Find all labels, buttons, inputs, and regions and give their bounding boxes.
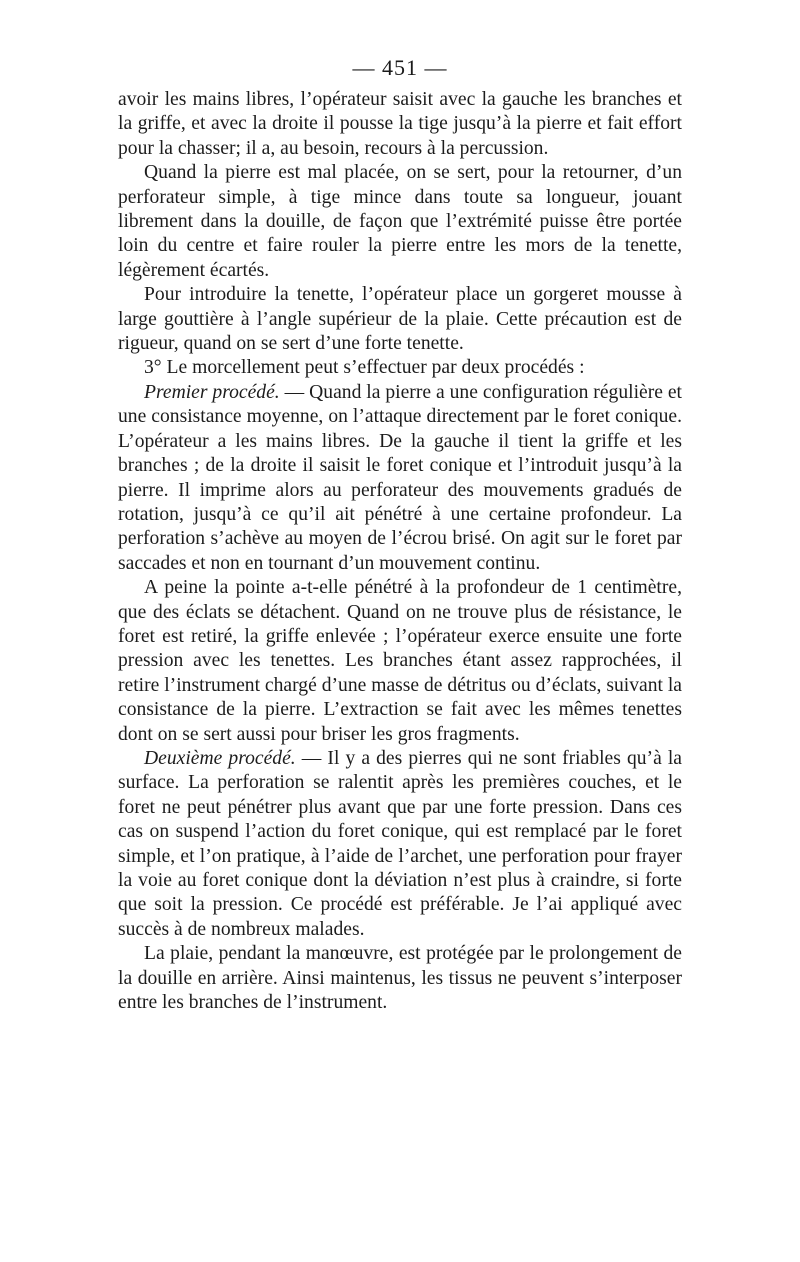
paragraph-text: A peine la pointe a-t-elle pénétré à la profondeur de 1 centimètre, que des éclats se détachent. Quand on ne trouve plus de résistance, le foret est retiré, la griffe enlevée ; l’opérateur exerce ensuite une forte pression avec les tenettes. Les branches étant assez rapprochées, il retire l’instrument chargé d’une masse de détritus ou d’éclats, suivant la consistance de la pierre. L’extraction se fait avec les mêmes tenettes dont on se sert aussi pour briser les gros fragments.: [118, 577, 682, 745]
paragraph: [118, 747, 682, 942]
paragraph: [118, 381, 682, 576]
paragraph-text: Quand la pierre est mal placée, on se sert, pour la retourner, d’un perforateur simple, à tige mince dans toute sa longueur, jouant librement dans la douille, de façon que l’extrémité puisse être portée loin du centre et faire rouler la pierre entre les mors de la tenette, légèrement écartés.: [118, 162, 682, 281]
paragraph-text: 3° Le morcellement peut s’effectuer par deux procédés :: [144, 357, 585, 379]
page-number: — 451 —: [352, 55, 448, 80]
procedure-heading: Premier procédé.: [144, 381, 280, 403]
paragraph: [118, 283, 682, 356]
paragraph-text: Pour introduire la tenette, l’opérateur place un gorgeret mousse à large gouttière à l’angle supérieur de la plaie. Cette précaution est de rigueur, quand on se sert d’une forte tenette.: [118, 284, 682, 355]
paragraph-text: avoir les mains libres, l’opérateur saisit avec la gauche les branches et la griffe, et avec la droite il pousse la tige jusqu’à la pierre et fait effort pour la chasser; il a, au besoin, recours à la percussion.: [118, 89, 682, 159]
paragraph: [118, 942, 682, 1015]
paragraph: [118, 88, 682, 161]
procedure-heading: Deuxième procédé.: [144, 747, 296, 769]
paragraph-text: — Il y a des pierres qui ne sont friables qu’à la surface. La perforation se ralentit après les premières couches, et le foret ne peut pénétrer plus avant que par une forte pression. Dans ces cas on suspend l’action du foret conique, qui est remplacé par le foret simple, et l’on pratique, à l’aide de l’archet, une perforation pour frayer la voie au foret conique dont la déviation n’est plus à craindre, si forte que soit la pression. Ce procédé est préférable. Je l’ai appliqué avec succès à de nombreux malades.: [118, 747, 682, 940]
paragraph: [118, 576, 682, 747]
body-text: [118, 88, 682, 1015]
paragraph-text: La plaie, pendant la manœuvre, est protégée par le prolongement de la douille en arrière. Ainsi maintenus, les tissus ne peuvent s’interposer entre les branches de l’instrument.: [118, 943, 682, 1014]
paragraph: [118, 356, 682, 380]
paragraph-text: — Quand la pierre a une configuration régulière et une consistance moyenne, on l’attaque directement par le foret conique. L’opérateur a les mains libres. De la gauche il tient la griffe et les branches ; de la droite il saisit le foret conique et l’introduit jusqu’à la pierre. Il imprime alors au perforateur des mouvements gradués de rotation, jusqu’à ce qu’il ait pénétré à une certaine profondeur. La perforation s’achève au moyen de l’écrou brisé. On agit sur le foret par saccades et non en tournant d’un mouvement continu.: [118, 381, 682, 574]
paragraph: [118, 161, 682, 283]
